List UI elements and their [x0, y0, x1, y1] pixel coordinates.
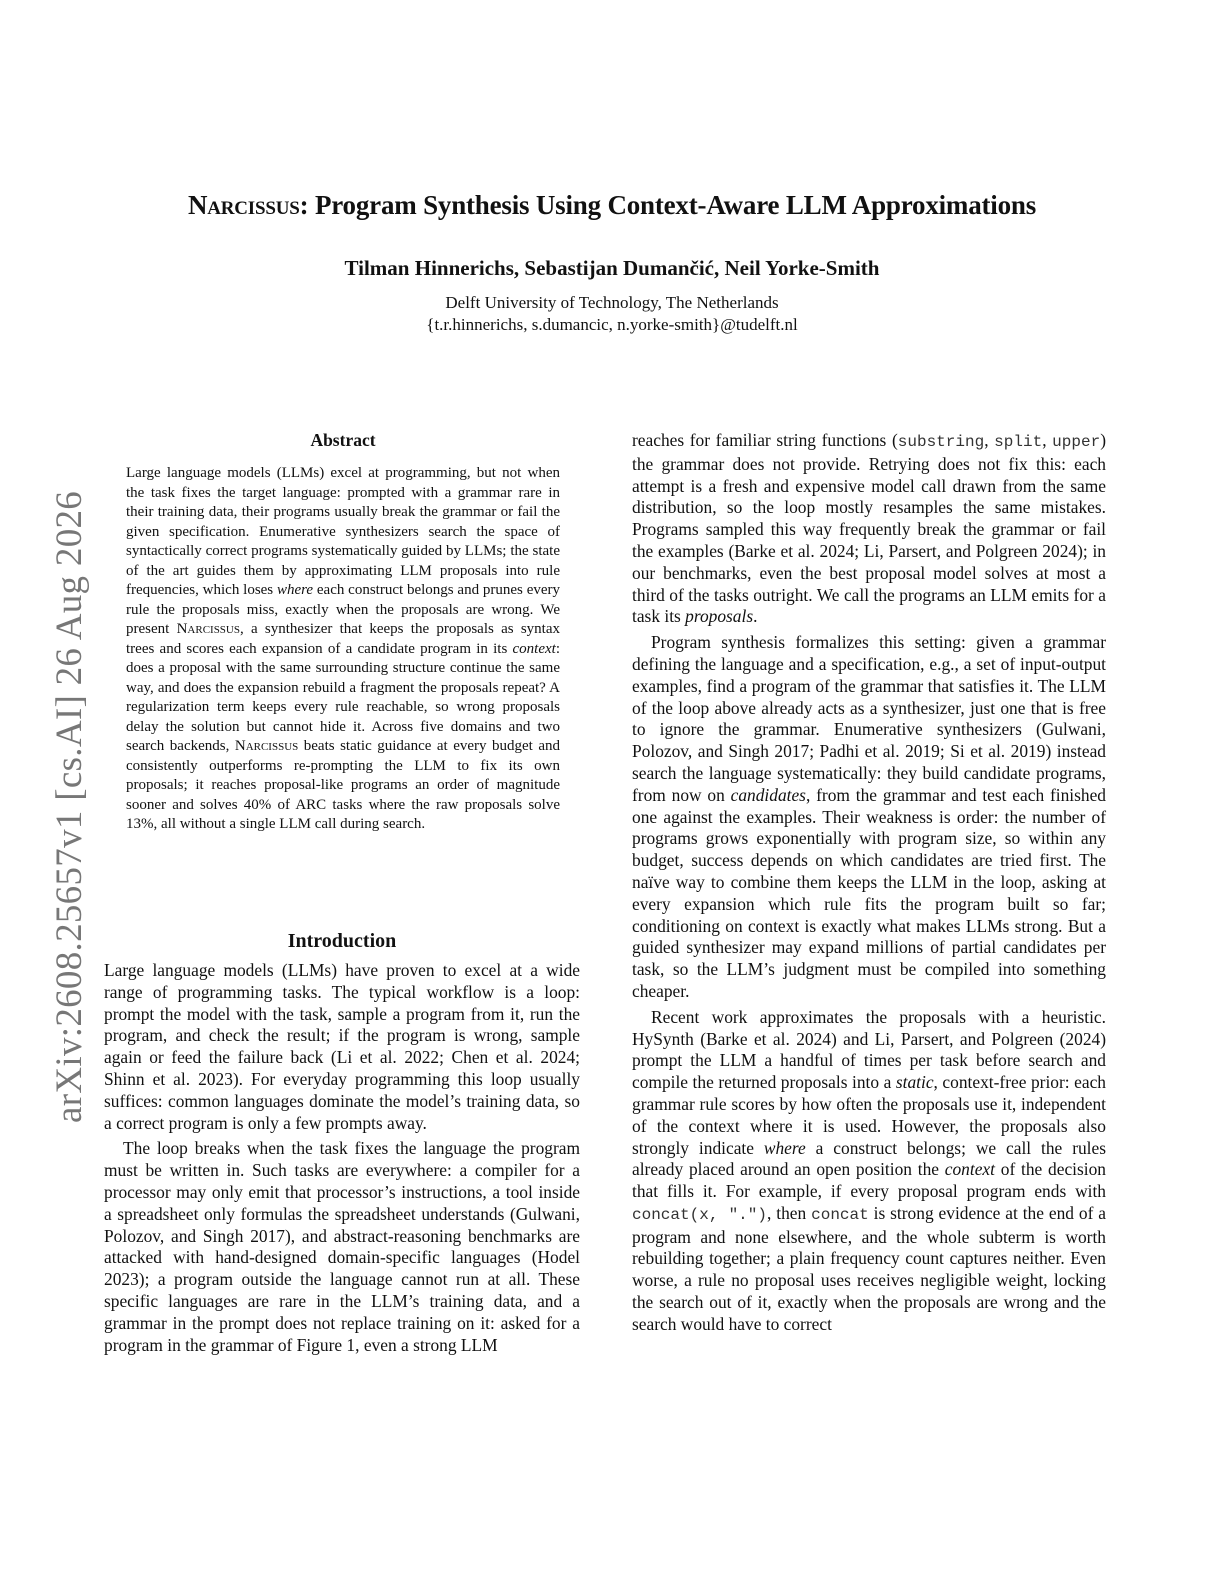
title-rest: : Program Synthesis Using Context-Aware LLM Approximations	[299, 190, 1037, 220]
arxiv-sidebar-stamp: arXiv:2608.25657v1 [cs.AI] 26 Aug 2026	[49, 490, 90, 1123]
intro-paragraph-2: The loop breaks when the task fixes the language the program must be written in. Such tasks are everywhere: a compiler for a processor may only emit that processor’s instructions, a tool inside a spreadsheet only formulas the spreadsheet understands (Gulwani, Polozov, and Singh 2017), and abstract-reasoning benchmarks are attacked with hand-designed domain-specific languages (Hodel 2023); a program outside the language cannot run at all. These specific languages are rare in the LLM’s training data, and a grammar in the prompt does not replace training on it: asked for a program in the grammar of Figure 1, even a strong LLM	[104, 1138, 580, 1355]
author-list: Tilman Hinnerichs, Sebastijan Dumančić, Neil Yorke-Smith	[344, 256, 880, 280]
intro-paragraph-3: Program synthesis formalizes this setting: given a grammar defining the language and a specification, e.g., a set of input-output examples, find a program of the grammar that satisfies it. The LLM of the loop above already acts as a synthesizer, just one that is free to ignore the grammar. Enumerative synthesizers (Gulwani, Polozov, and Singh 2017; Padhi et al. 2019; Si et al. 2019) instead search the language systematically: they build candidate programs, from now on candidates, from the grammar and test each finished one against the examples. Their weakness is order: the number of programs grows exponentially with program size, so within any budget, success depends on which candidates are tried first. The naïve way to combine them keeps the LLM in the loop, asking at every expansion which rule fits the program built so far; conditioning on context is exactly what makes LLMs strong. But a guided synthesizer may expand millions of partial candidates per task, so the LLM’s judgment must be compiled into something cheaper.	[632, 632, 1106, 1001]
abstract-heading: Abstract	[310, 430, 376, 450]
intro-paragraph-2-continued: reaches for familiar string functions (substring, split, upper) the grammar does not provide. Retrying does not fix this: each attempt is a fresh and expensive model call drawn from the same distribution, so the loop mostly resamples the same mistakes. Programs sampled this way frequently break the grammar or fail the examples (Barke et al. 2024; Li, Parsert, and Polgreen 2024); in our benchmarks, even the best proposal model solves at most a third of the tasks outright. We call the programs an LLM emits for a task its proposals.	[632, 430, 1106, 627]
author-emails: {t.r.hinnerichs, s.dumancic, n.yorke-smith}@tudelft.nl	[426, 315, 798, 334]
affiliation-block	[0, 292, 1224, 336]
affiliation: Delft University of Technology, The Netherlands	[445, 293, 779, 312]
right-column-body	[632, 430, 1106, 1340]
paper-title	[0, 190, 1224, 221]
left-column-body	[104, 960, 580, 1360]
intro-paragraph-4: Recent work approximates the proposals with a heuristic. HySynth (Barke et al. 2024) and Li, Parsert, and Polgreen (2024) prompt the LLM a handful of times per task before search and compile the returned proposals into a static, context-free prior: each grammar rule scores by how often the proposals use it, independent of the context where it is used. However, the proposals also strongly indicate where a construct belongs; we call the rules already placed around an open position the context of the decision that fills it. For example, if every proposal program ends with concat(x, "."), then concat is strong evidence at the end of a program and none elsewhere, and the whole subterm is worth rebuilding together; a plain frequency count captures neither. Even worse, a rule no proposal uses receives negligible weight, locking the search out of it, exactly when the proposals are wrong and the search would have to correct	[632, 1006, 1107, 1334]
intro-paragraph-1: Large language models (LLMs) have proven to excel at a wide range of programming tasks. The typical workflow is a loop: prompt the model with the task, sample a program from it, run the program, and check the result; if the program is wrong, sample again or feed the failure back (Li et al. 2022; Chen et al. 2024; Shinn et al. 2023). For everyday programming this loop usually suffices: common languages dominate the model’s training data, so a correct program is only a few prompts away.	[104, 960, 580, 1133]
introduction-heading: Introduction	[287, 930, 397, 952]
abstract-text: Large language models (LLMs) excel at programming, but not when the task fixes the target language: prompted with a grammar rare in their training data, their programs usually break the grammar or fail the given specification. Enumerative synthesizers search the space of syntactically correct programs systematically guided by LLMs; the state of the art guides them by approximating LLM proposals into rule frequencies, which loses where each construct belongs and prunes every rule the proposals miss, exactly when the proposals are wrong. We present Narcissus, a synthesizer that keeps the proposals as syntax trees and scores each expansion of a candidate program in its context: does a proposal with the same surrounding structure continue the same way, and does the expansion rebuild a fragment the proposals repeat? A regularization term keeps every rule reachable, so wrong proposals delay the solution but cannot hide it. Across five domains and two search backends, Narcissus beats static guidance at every budget and consistently outperforms re-prompting the LLM to fix its own proposals; it reaches proposal-like programs an order of magnitude sooner and solves 40% of ARC tasks where the raw proposals solve 13%, all without a single LLM call during search.	[126, 465, 560, 832]
title-system-name: Narcissus	[187, 190, 300, 220]
